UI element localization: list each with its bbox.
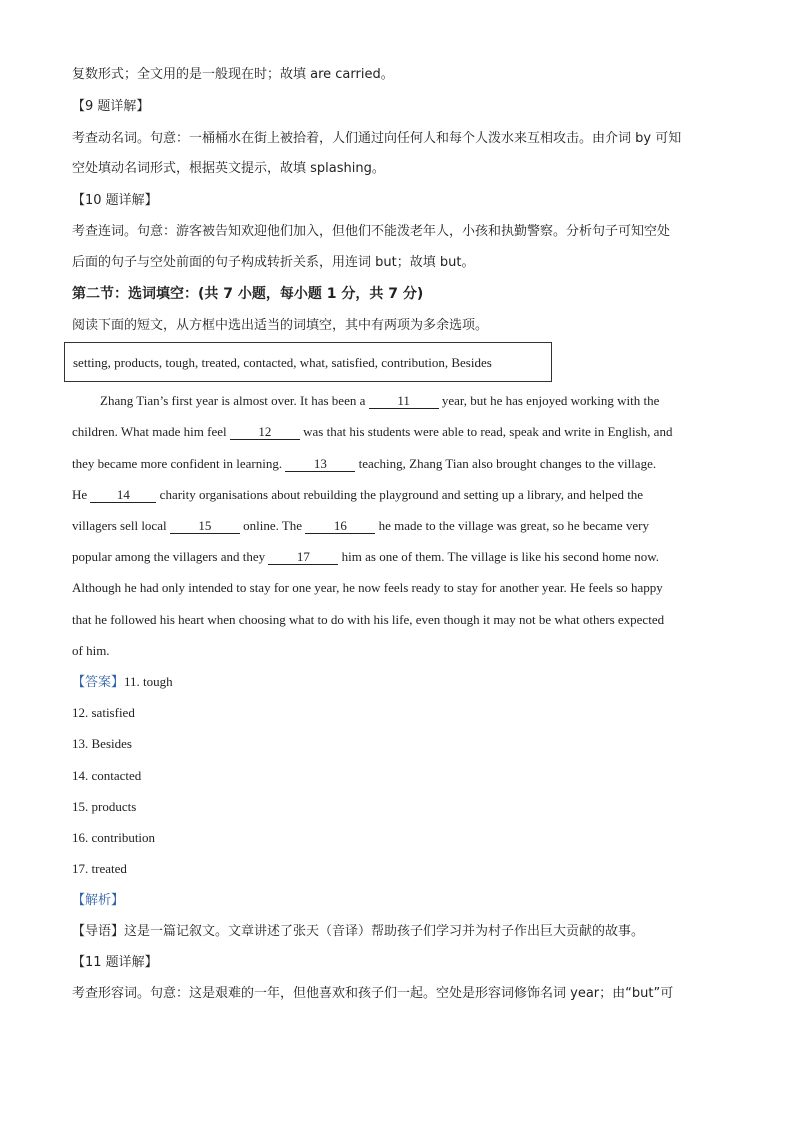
passage-text: they became more confident in learning.	[72, 456, 286, 471]
answer-item: 15. products	[72, 799, 137, 814]
section-title: 第二节：选词填空：(共 7 小题，每小题 1 分，共 7 分)	[72, 286, 424, 302]
answer-item: 11. tough	[124, 674, 173, 689]
answer-item: 17. treated	[72, 861, 127, 876]
passage-text: children. What made him feel	[72, 424, 230, 439]
passage-text: was that his students were able to read, speak and write in English, and	[299, 424, 673, 439]
answer-label: 【答案】	[72, 675, 125, 690]
answer-line	[72, 673, 724, 692]
passage-text: him as one of them. The village is like his second home now.	[338, 549, 659, 564]
passage-line: of him.	[72, 643, 110, 658]
passage-text: villagers sell local	[72, 518, 170, 533]
question-11-heading: 【11 题详解】	[72, 955, 158, 970]
question-10-heading: 【10 题详解】	[72, 193, 158, 208]
text-line: 考查动名词。句意：一桶桶水在街上被拾着，人们通过向任何人和每个人泼水来互相攻击。由介词 by 可知	[72, 131, 682, 146]
passage-line	[72, 548, 724, 566]
blank-11: 11	[369, 394, 439, 409]
passage-text: popular among the villagers and they	[72, 549, 269, 564]
instruction-text: 阅读下面的短文，从方框中选出适当的词填空，其中有两项为多余选项。	[72, 318, 489, 333]
blank-16: 16	[305, 519, 375, 534]
blank-12: 12	[230, 425, 300, 440]
question-9-heading: 【9 题详解】	[72, 99, 150, 114]
passage-text: charity organisations about rebuilding the playground and setting up a library, and helped the	[156, 487, 644, 502]
answer-item: 14. contacted	[72, 768, 142, 783]
blank-14: 14	[90, 488, 156, 503]
text-line: 考查形容词。句意：这是艰难的一年，但他喜欢和孩子们一起。空处是形容词修饰名词 year；由“but”可	[72, 986, 674, 1001]
answer-item: 16. contribution	[72, 830, 156, 845]
blank-15: 15	[170, 519, 240, 534]
analysis-label: 【解析】	[72, 893, 125, 908]
text-line: 空处填动名词形式，根据英文提示，故填 splashing。	[72, 161, 385, 176]
passage-text: He	[72, 487, 91, 502]
passage-text: he made to the village was great, so he became very	[375, 518, 649, 533]
guide-label: 【导语】	[72, 924, 125, 939]
text-line: 考查连词。句意：游客被告知欢迎他们加入，但他们不能泼老年人，小孩和执勤警察。分析句子可知空处	[72, 224, 671, 239]
passage-line	[72, 455, 724, 473]
passage-line	[72, 423, 724, 441]
guide-line	[72, 923, 724, 941]
answer-item: 12. satisfied	[72, 705, 135, 720]
answer-item: 13. Besides	[72, 736, 132, 751]
passage-line	[100, 392, 724, 410]
passage-line	[72, 517, 724, 535]
blank-13: 13	[285, 457, 355, 472]
passage-text: Zhang Tian’s first year is almost over. It has been a	[100, 393, 369, 408]
passage-text: year, but he has enjoyed working with the	[438, 393, 660, 408]
text-line: 后面的句子与空处前面的句子构成转折关系，用连词 but；故填 but。	[72, 255, 475, 270]
word-box	[64, 342, 552, 382]
text-line: 复数形式；全文用的是一般现在时；故填 are carried。	[72, 67, 394, 82]
passage-text: teaching, Zhang Tian also brought changes to the village.	[355, 456, 657, 471]
guide-text: 这是一篇记叙文。文章讲述了张天（音译）帮助孩子们学习并为村子作出巨大贡献的故事。	[124, 924, 645, 939]
word-box-options: setting, products, tough, treated, contacted, what, satisfied, contribution, Besides	[73, 355, 492, 370]
passage-line: that he followed his heart when choosing what to do with his life, even though it may not be what others expected	[72, 612, 665, 627]
blank-17: 17	[268, 550, 338, 565]
passage-text: online. The	[239, 518, 306, 533]
passage-line	[72, 486, 724, 504]
passage-line: Although he had only intended to stay for one year, he now feels ready to stay for another year. He feels so happy	[72, 580, 663, 595]
